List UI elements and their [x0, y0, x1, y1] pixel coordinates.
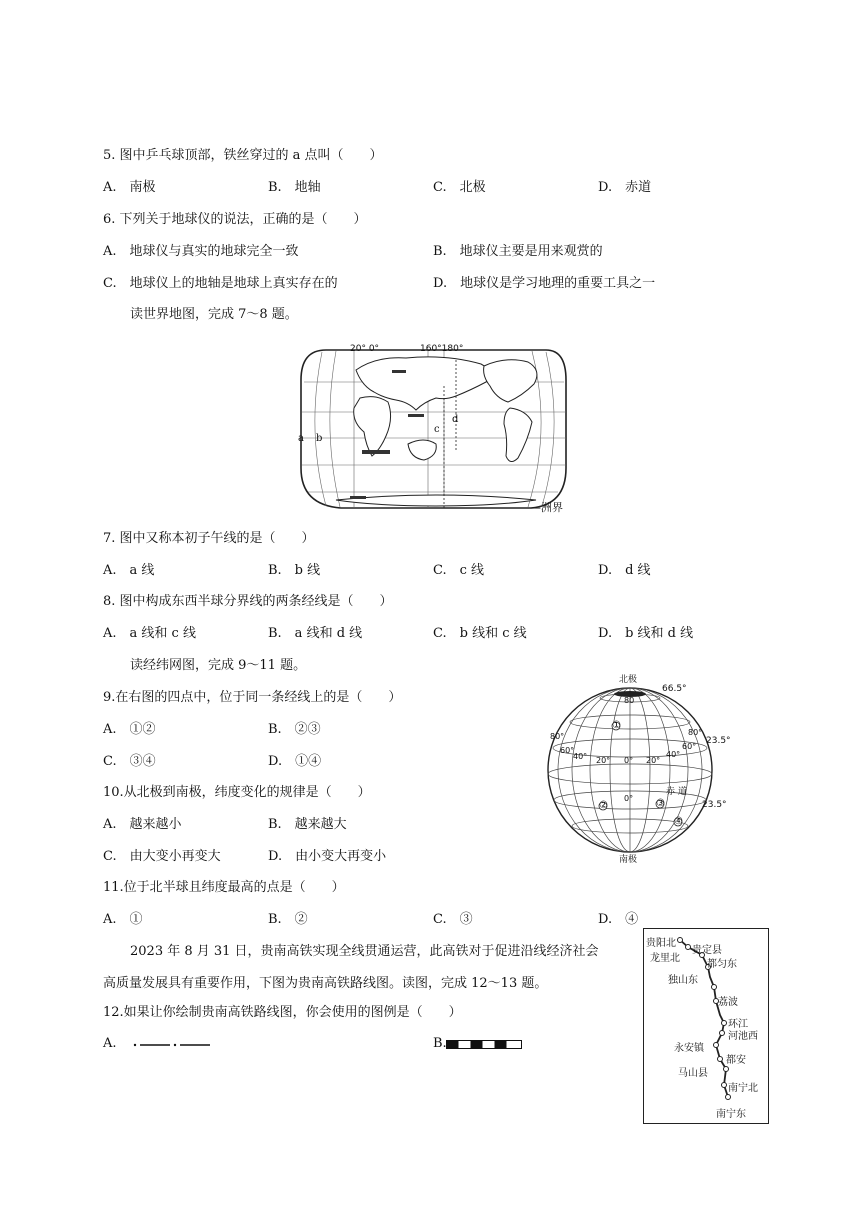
q5-option-a: A. 南极 [103, 180, 156, 195]
intro-12-13-line1: 2023 年 8 月 31 日，贵南高铁实现全线贯通运营，此高铁对于促进沿线经济社会 [130, 944, 599, 959]
q9-stem: 9.在右图的四点中，位于同一条经线上的是（ ） [103, 690, 402, 705]
globe-lon-label: 60° [682, 742, 697, 751]
q9-option-c: C. ③④ [103, 754, 156, 769]
q8-option-a: A. a 线和 c 线 [103, 626, 196, 641]
station-huanjiang: 环江 [728, 1019, 748, 1030]
station-yonganzhen: 永安镇 [674, 1043, 704, 1054]
intro-7-8: 读世界地图，完成 7～8 题。 [130, 307, 298, 322]
q5-stem: 5. 图中乒乓球顶部，铁丝穿过的 a 点叫（ ） [103, 148, 383, 163]
q9-option-b: B. ②③ [268, 722, 321, 737]
globe-north-pole-label: 北极 [619, 675, 638, 685]
q10-stem: 10.从北极到南极，纬度变化的规律是（ ） [103, 785, 371, 800]
globe-lat-66-label: 66.5° [662, 684, 687, 694]
q11-option-a: A. ① [103, 912, 143, 927]
q8-option-b: B. a 线和 d 线 [268, 626, 363, 641]
station-duan: 都安 [726, 1055, 746, 1066]
globe-lon-label: 0° [624, 756, 634, 765]
globe-point-1: ① [612, 720, 621, 731]
q12-stem: 12.如果让你绘制贵南高铁路线图，你会使用的图例是（ ） [103, 1005, 462, 1020]
q5-option-b: B. 地轴 [268, 180, 321, 195]
station-hechixi: 河池西 [728, 1031, 758, 1042]
globe-top-80-label: 80 [624, 696, 635, 705]
map-line-label-a: a [298, 433, 304, 444]
map-top-label-right: 160°180° [420, 344, 464, 354]
q10-option-c: C. 由大变小再变大 [103, 849, 221, 864]
map-line-label-d: d [452, 414, 459, 425]
q7-option-b: B. b 线 [268, 563, 321, 578]
station-mashanxian: 马山县 [678, 1068, 708, 1079]
q6-option-c: C. 地球仪上的地轴是地球上真实存在的 [103, 276, 338, 291]
q6-option-a: A. 地球仪与真实的地球完全一致 [103, 244, 299, 259]
graticule-globe-figure [530, 670, 740, 865]
q8-option-c: C. b 线和 c 线 [433, 626, 527, 641]
q6-option-d: D. 地球仪是学习地理的重要工具之一 [433, 276, 656, 291]
q7-option-d: D. d 线 [598, 563, 651, 578]
intro-9-11: 读经纬网图，完成 9～11 题。 [130, 658, 307, 673]
q10-option-d: D. 由小变大再变小 [268, 849, 387, 864]
station-longlibei: 龙里北 [650, 953, 680, 964]
q6-stem: 6. 下列关于地球仪的说法，正确的是（ ） [103, 212, 367, 227]
globe-lon-label: 20° [646, 756, 661, 765]
q12-option-a-symbol [132, 1039, 212, 1049]
map-line-label-c: c [434, 424, 440, 435]
q12-option-a: A. [103, 1036, 117, 1051]
map-line-label-b: b [316, 433, 323, 444]
q8-option-d: D. b 线和 d 线 [598, 626, 694, 641]
q9-option-d: D. ①④ [268, 754, 322, 769]
world-map-figure [296, 340, 576, 518]
globe-equator-label: 赤 道 [666, 787, 687, 797]
globe-lon-label: 60° [560, 746, 575, 755]
q10-option-b: B. 越来越大 [268, 817, 347, 832]
globe-point-3: ③ [656, 798, 665, 809]
globe-point-2: ② [599, 800, 608, 811]
q7-option-a: A. a 线 [103, 563, 155, 578]
q6-option-b: B. 地球仪主要是用来观赏的 [433, 244, 603, 259]
map-top-label-left: 20° 0° [350, 344, 380, 354]
map-legend-continent-boundary: —洲界 [530, 501, 563, 514]
globe-lon-label: 20° [596, 756, 611, 765]
q11-option-c: C. ③ [433, 912, 473, 927]
globe-point-4: ④ [674, 816, 683, 827]
station-dushandong: 独山东 [668, 975, 698, 986]
q5-option-c: C. 北极 [433, 180, 486, 195]
globe-lon-label: 80° [688, 728, 703, 737]
globe-zero-mid-label: 0° [624, 794, 634, 803]
q11-option-d: D. ④ [598, 912, 639, 927]
rail-route-map-figure [643, 928, 769, 1124]
intro-12-13-line2: 高质量发展具有重要作用，下图为贵南高铁路线图。读图，完成 12～13 题。 [103, 976, 548, 991]
q9-option-a: A. ①② [103, 722, 156, 737]
q8-stem: 8. 图中构成东西半球分界线的两条经线是（ ） [103, 594, 393, 609]
q12-option-b: B. [433, 1036, 447, 1051]
globe-south-pole-label: 南极 [619, 855, 638, 865]
q11-option-b: B. ② [268, 912, 308, 927]
station-nanningbei: 南宁北 [728, 1083, 758, 1094]
q7-stem: 7. 图中又称本初子午线的是（ ） [103, 531, 315, 546]
q5-option-d: D. 赤道 [598, 180, 652, 195]
globe-lat-235s-label: 23.5° [702, 800, 727, 810]
station-nanningdong: 南宁东 [716, 1109, 746, 1120]
station-duyundong: 都匀东 [707, 959, 737, 970]
q10-option-a: A. 越来越小 [103, 817, 182, 832]
q12-option-b-symbol [446, 1038, 522, 1047]
station-guidingxian: 贵定县 [692, 945, 722, 956]
globe-lon-label: 40° [666, 750, 681, 759]
station-libo: 荔波 [718, 997, 738, 1008]
q7-option-c: C. c 线 [433, 563, 485, 578]
q11-stem: 11.位于北半球且纬度最高的点是（ ） [103, 880, 345, 895]
globe-lat-235n-label: 23.5° [706, 736, 731, 746]
globe-lon-label: 80° [550, 732, 565, 741]
station-guiyangbei: 贵阳北 [646, 938, 676, 949]
globe-lon-label: 40° [573, 752, 588, 761]
